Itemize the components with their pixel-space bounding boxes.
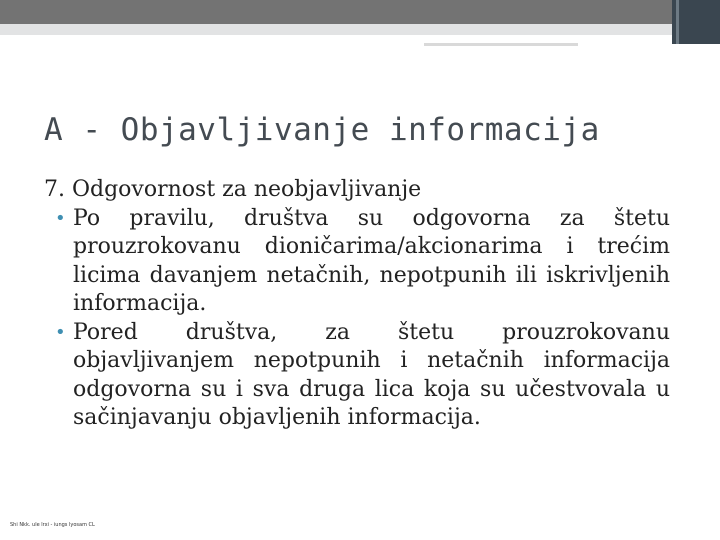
bullet-marker: • (55, 321, 66, 343)
slide-title: A - Objavljivanje informacija (44, 112, 600, 148)
bullet-marker: • (55, 207, 66, 229)
footer-text: Shi Nkk. ule lrxi - iungs lyosam CL (10, 522, 95, 528)
bullet-text: Po pravilu, društva su odgovorna za štetu prouzrokovanu dioničarima/akcionarima i trećim licima davanjem netačnih, nepotpunih ili iskrivljenih informacija. (73, 205, 670, 316)
bullet-item (44, 319, 670, 433)
header-bar (0, 0, 672, 24)
corner-block (672, 0, 720, 44)
bullet-item (44, 205, 670, 319)
slide-body (44, 176, 670, 433)
section-heading: 7. Odgovornost za neobjavljivanje (44, 177, 422, 202)
header-stripe (0, 24, 672, 35)
accent-line (424, 43, 578, 46)
bullet-text: Pored društva, za štetu prouzrokovanu objavljivanjem nepotpunih i netačnih informacija odgovorna su i sva druga lica koja su učestvovala u sačinjavanju objavljenih informacija. (73, 319, 670, 430)
